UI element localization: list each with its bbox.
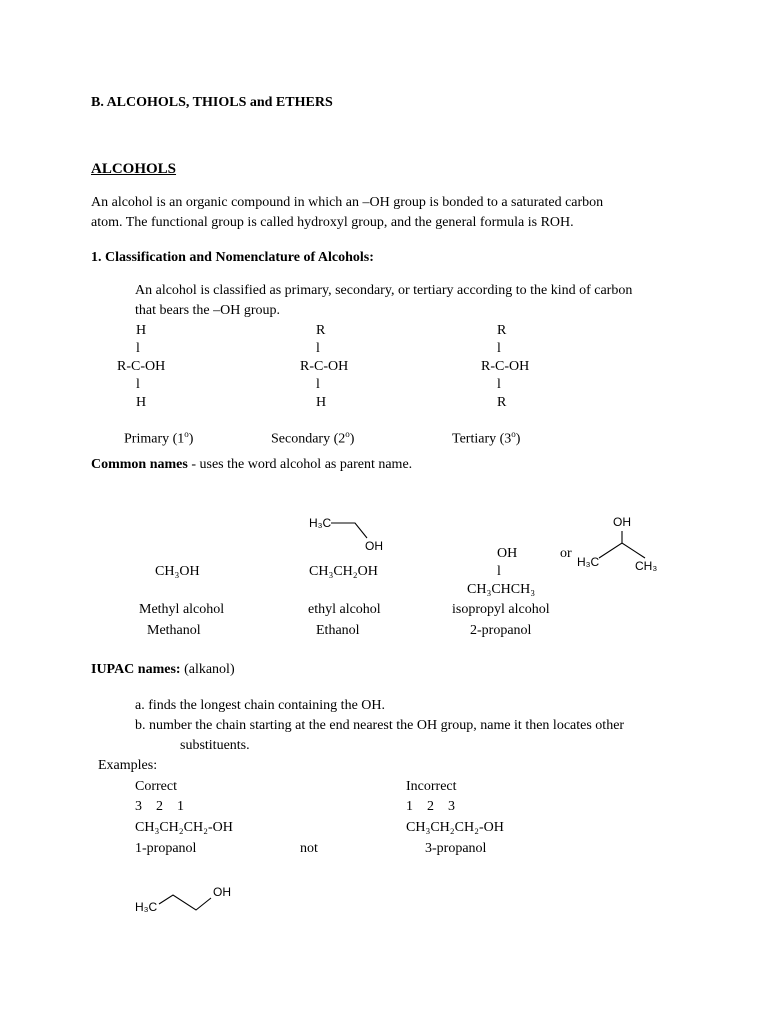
section-title: ALCOHOLS bbox=[91, 161, 177, 177]
propanol-skeletal-right: OH bbox=[213, 885, 231, 899]
tertiary-center: R-C-OH bbox=[481, 359, 530, 374]
correct-formula: CH₃CH₂CH₂-OH bbox=[135, 820, 233, 835]
isopropyl-iupac-name: 2-propanol bbox=[470, 623, 532, 638]
incorrect-formula: CH₃CH₂CH₂-OH bbox=[406, 820, 504, 835]
ethanol-skeletal-bonds bbox=[331, 523, 367, 538]
common-names-label: Common names bbox=[91, 457, 188, 472]
ethanol-common-name: ethyl alcohol bbox=[308, 602, 381, 617]
methanol-formula: CH₃OH bbox=[155, 564, 200, 579]
isopropyl-skeletal-chain bbox=[599, 543, 645, 558]
propanol-skeletal-left: H₃C bbox=[135, 900, 158, 914]
isopropyl-oh: OH bbox=[497, 546, 518, 561]
isopropyl-skeletal-left: H₃C bbox=[577, 555, 600, 569]
primary-top: H bbox=[136, 323, 147, 338]
document-heading: B. ALCOHOLS, THIOLS and ETHERS bbox=[91, 95, 333, 110]
secondary-bond-bottom: l bbox=[316, 377, 320, 392]
intro-line-1: An alcohol is an organic compound in which an –OH group is bonded to a saturated carbon bbox=[91, 195, 604, 210]
isopropyl-or: or bbox=[560, 546, 572, 561]
tertiary-label: Tertiary (3$^o$) bbox=[452, 429, 521, 447]
classification-title: 1. Classification and Nomenclature of Alcohols: bbox=[91, 250, 374, 265]
not-label: not bbox=[300, 841, 318, 856]
isopropyl-skeletal-top: OH bbox=[613, 515, 631, 529]
secondary-top: R bbox=[316, 323, 326, 338]
ethanol-formula: CH₃CH₂OH bbox=[309, 564, 378, 579]
incorrect-label: Incorrect bbox=[406, 779, 457, 794]
iupac-desc: (alkanol) bbox=[180, 662, 235, 677]
intro-line-2: atom. The functional group is called hydroxyl group, and the general formula is ROH. bbox=[91, 215, 574, 230]
classification-text-2: that bears the –OH group. bbox=[135, 303, 281, 318]
primary-bond-bottom: l bbox=[136, 377, 140, 392]
propanol-skeletal-chain bbox=[159, 895, 211, 910]
ethanol-iupac-name: Ethanol bbox=[316, 623, 360, 638]
isopropyl-bond: l bbox=[497, 564, 501, 579]
primary-bottom: H bbox=[136, 395, 147, 410]
isopropyl-skeletal-structure bbox=[575, 512, 675, 572]
tertiary-bottom: R bbox=[497, 395, 507, 410]
classification-text-1: An alcohol is classified as primary, secondary, or tertiary according to the kind of carbon bbox=[135, 283, 633, 298]
tertiary-bond-bottom: l bbox=[497, 377, 501, 392]
methanol-common-name: Methyl alcohol bbox=[139, 602, 225, 617]
iupac-line bbox=[91, 661, 235, 679]
correct-label: Correct bbox=[135, 779, 177, 794]
ethanol-skeletal-left: H₃C bbox=[309, 516, 332, 530]
correct-numbering: 3 2 1 bbox=[135, 799, 184, 814]
iupac-rule-b-continued: substituents. bbox=[180, 738, 250, 753]
secondary-bond-top: l bbox=[316, 341, 320, 356]
iupac-label: IUPAC names: bbox=[91, 662, 181, 677]
examples-label: Examples: bbox=[98, 758, 158, 773]
iupac-rule-b: b. number the chain starting at the end nearest the OH group, name it then locates other bbox=[135, 718, 625, 733]
common-names-line bbox=[91, 456, 412, 474]
secondary-center: R-C-OH bbox=[300, 359, 349, 374]
propanol-skeletal-structure bbox=[133, 880, 243, 920]
isopropyl-formula: CH₃CHCH₃ bbox=[467, 582, 536, 597]
methanol-iupac-name: Methanol bbox=[147, 623, 201, 638]
isopropyl-common-name: isopropyl alcohol bbox=[452, 602, 550, 617]
isopropyl-skeletal-right: CH₃ bbox=[635, 559, 658, 573]
tertiary-top: R bbox=[497, 323, 507, 338]
ethanol-skeletal-right: OH bbox=[365, 539, 383, 553]
common-names-desc: - uses the word alcohol as parent name. bbox=[187, 457, 413, 472]
primary-center: R-C-OH bbox=[117, 359, 166, 374]
iupac-rule-a: a. finds the longest chain containing the OH. bbox=[135, 698, 385, 713]
secondary-label: Secondary (2$^o$) bbox=[271, 429, 355, 447]
correct-name: 1-propanol bbox=[135, 841, 197, 856]
secondary-bottom: H bbox=[316, 395, 327, 410]
ethanol-skeletal-structure bbox=[305, 510, 395, 560]
tertiary-bond-top: l bbox=[497, 341, 501, 356]
incorrect-numbering: 1 2 3 bbox=[406, 799, 455, 814]
primary-label: Primary (1$^o$) bbox=[124, 429, 194, 447]
incorrect-name: 3-propanol bbox=[425, 841, 487, 856]
primary-bond-top: l bbox=[136, 341, 140, 356]
